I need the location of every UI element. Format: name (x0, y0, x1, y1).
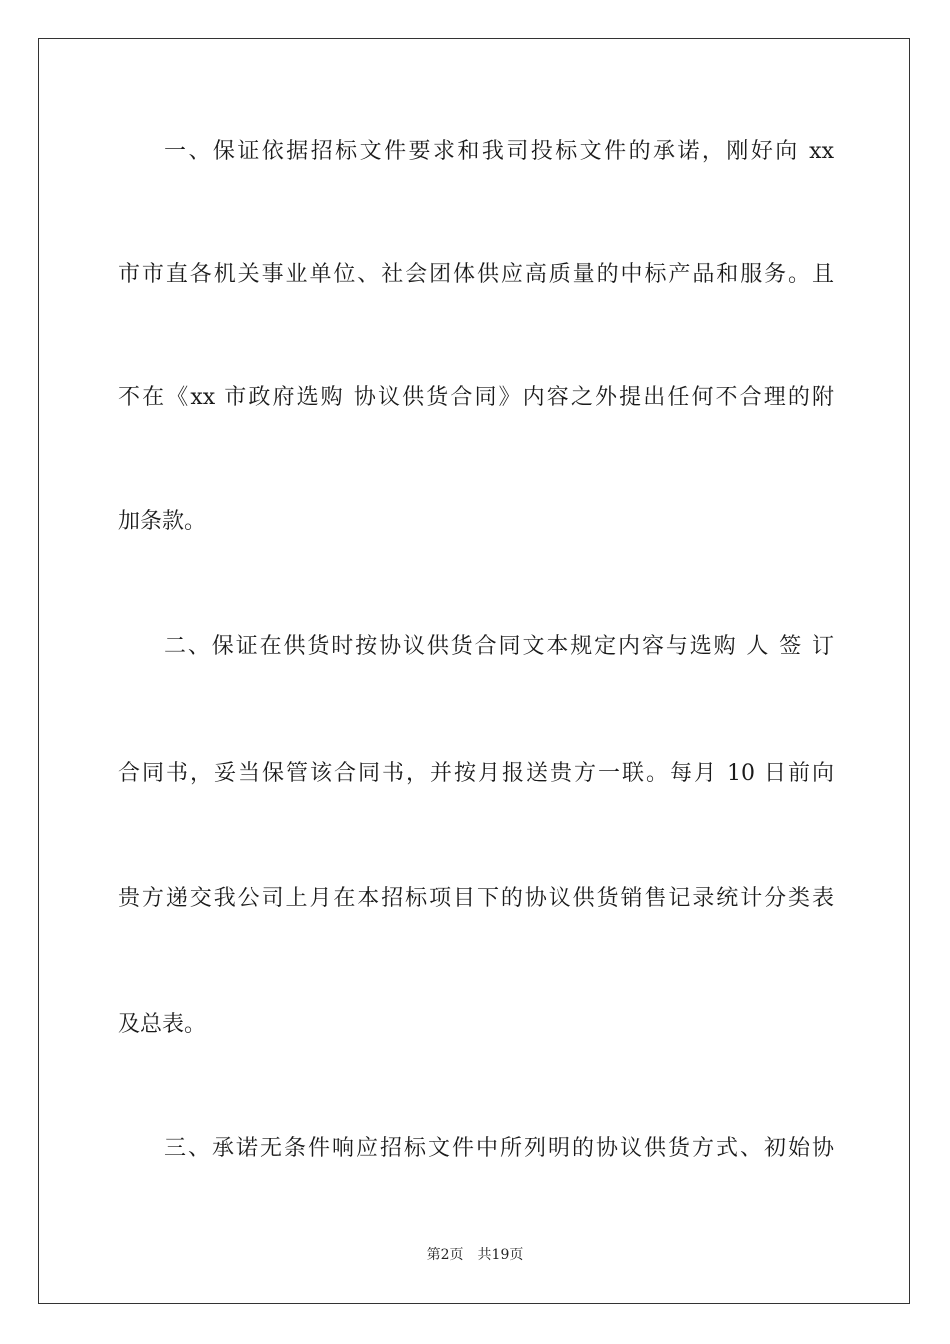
page-total: 共19页 (477, 1247, 524, 1263)
paragraph-2-line-1: 二、保证在供货时按协议供货合同文本规定内容与选购 人 签 订 (164, 634, 834, 659)
page-footer (0, 1246, 950, 1264)
paragraph-1-line-4: 加条款。 (118, 509, 207, 534)
paragraph-1-line-1: 一、保证依据招标文件要求和我司投标文件的承诺，刚好向 xx (164, 139, 834, 164)
page-border (38, 38, 910, 1304)
paragraph-1-line-3: 不在《xx 市政府选购 协议供货合同》内容之外提出任何不合理的附 (118, 385, 834, 410)
paragraph-2-line-4: 及总表。 (118, 1012, 207, 1037)
paragraph-2-line-3: 贵方递交我公司上月在本招标项目下的协议供货销售记录统计分类表 (118, 886, 834, 911)
paragraph-1-line-2: 市市直各机关事业单位、社会团体供应高质量的中标产品和服务。且 (118, 262, 834, 287)
paragraph-3-line-1: 三、承诺无条件响应招标文件中所列明的协议供货方式、初始协 (164, 1136, 834, 1161)
page-number: 第2页 (426, 1247, 464, 1263)
paragraph-2-line-2: 合同书，妥当保管该合同书，并按月报送贵方一联。每月 10 日前向 (118, 761, 834, 786)
